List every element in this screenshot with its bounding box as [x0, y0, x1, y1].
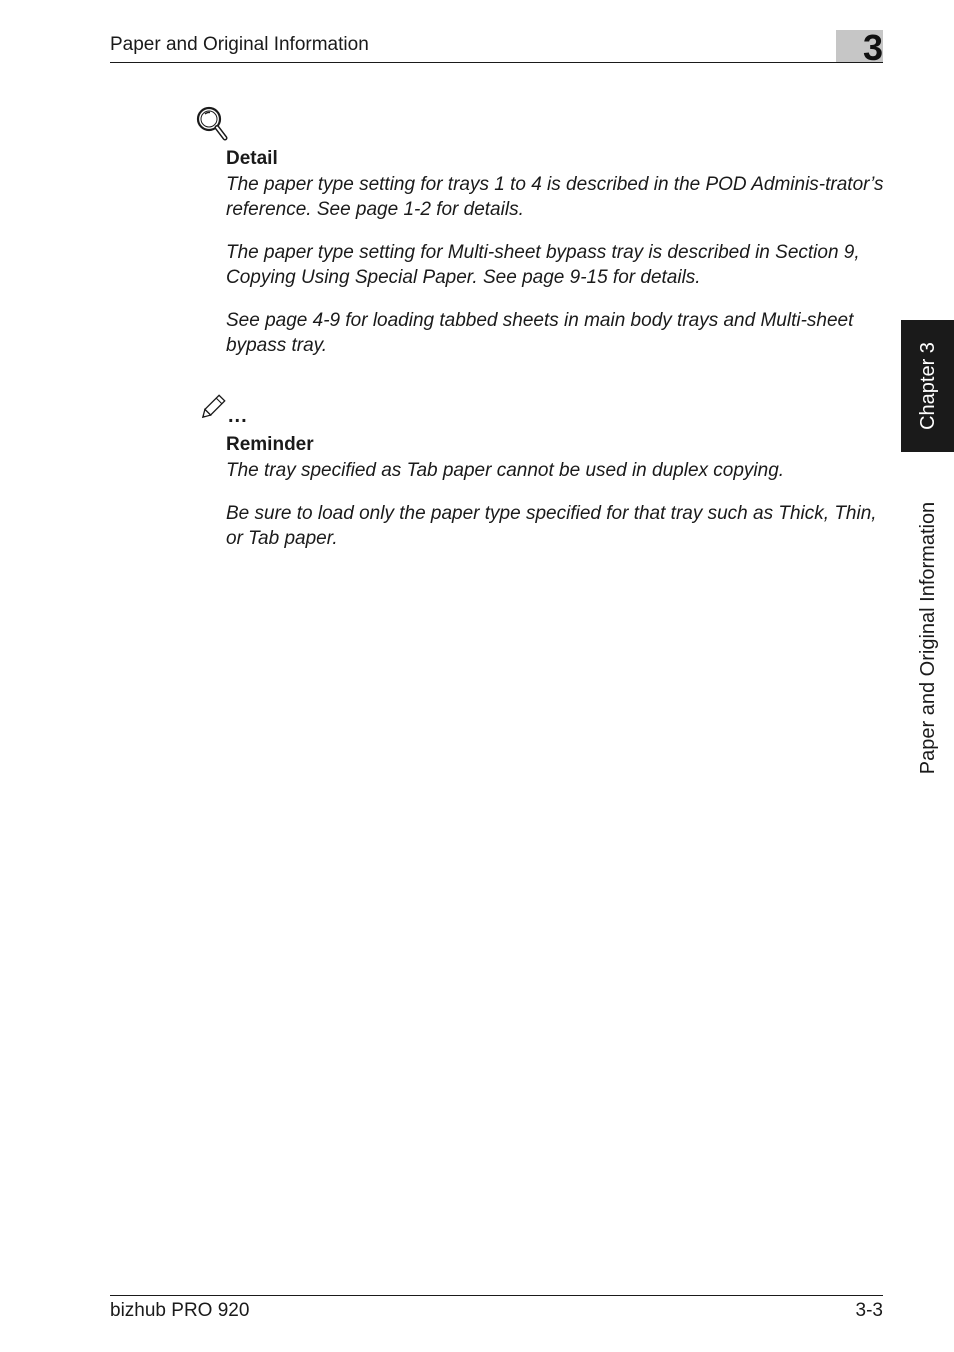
detail-paragraph: The paper type setting for trays 1 to 4 is described in the POD Adminis-trator’s reference. See page 1-2 for details. [226, 174, 884, 220]
detail-paragraph: See page 4-9 for loading tabbed sheets in main body trays and Multi-sheet bypass tray. [226, 310, 854, 356]
side-section-label: Paper and Original Information [916, 501, 939, 775]
chapter-number-box [836, 27, 883, 68]
reminder-paragraph: Be sure to load only the paper type specified for that tray such as Thick, Thin, or Tab paper. [226, 503, 877, 549]
magnifier-icon [195, 105, 231, 145]
side-chapter-label: Chapter 3 [916, 342, 939, 430]
footer-page-number: 3-3 [855, 1300, 883, 1321]
detail-heading: Detail [226, 148, 278, 169]
pencil-icon [197, 393, 227, 423]
reminder-dots: ... [228, 405, 248, 427]
reminder-heading: Reminder [226, 434, 314, 455]
side-chapter-tab [901, 320, 954, 452]
chapter-number: 3 [862, 27, 883, 68]
reminder-paragraph: The tray specified as Tab paper cannot be used in duplex copying. [226, 460, 785, 481]
header-divider [110, 62, 883, 63]
footer-product-name: bizhub PRO 920 [110, 1300, 250, 1321]
detail-paragraph: The paper type setting for Multi-sheet bypass tray is described in Section 9, Copying Using Special Paper. See page 9-15 for details. [226, 242, 860, 288]
side-section-tab [901, 470, 954, 806]
footer-divider [110, 1295, 883, 1296]
running-header-title: Paper and Original Information [110, 34, 369, 55]
